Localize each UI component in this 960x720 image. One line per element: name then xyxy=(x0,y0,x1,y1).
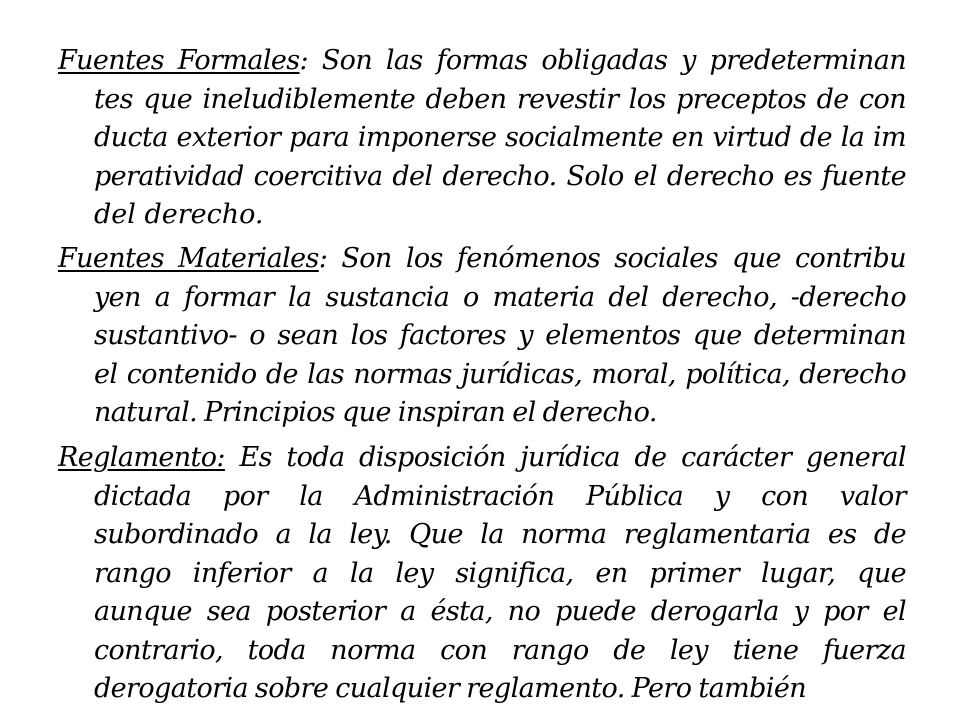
paragraph-line: el contenido de las normas jurídicas, moral, política, derecho xyxy=(94,358,906,390)
paragraph-line: peratividad coercitiva del derecho. Solo el derecho es fuente xyxy=(94,160,906,192)
paragraph-line: natural. Principios que inspiran el derecho. xyxy=(94,397,657,428)
paragraph-line: derogatoria sobre cualquier reglamento. Pero también xyxy=(94,673,806,704)
term-reglamento: Reglamento: xyxy=(58,442,225,473)
paragraph-line: dictada por la Administración Pública y con valor xyxy=(94,480,906,512)
paragraph-line: contrario, toda norma con rango de ley tiene fuerza xyxy=(94,634,906,666)
paragraph-line: aunque sea posterior a ésta, no puede derogarla y por el xyxy=(94,596,906,627)
paragraph-line: rango inferior a la ley significa, en primer lugar, que xyxy=(94,557,906,589)
paragraph-line: del derecho. xyxy=(94,199,264,230)
paragraph-fuentes-materiales xyxy=(58,240,906,433)
paragraph-fuentes-formales xyxy=(58,42,906,235)
paragraph-line xyxy=(58,240,906,279)
paragraph-reglamento xyxy=(58,439,906,709)
line-text: : Son las formas obligadas y predeterminan xyxy=(299,45,906,76)
paragraph-line xyxy=(58,42,906,81)
paragraph-line: sustantivo- o sean los factores y elementos que determinan xyxy=(94,320,906,351)
line-text: Es toda disposición jurídica de carácter general xyxy=(224,442,906,473)
paragraph-line: ducta exterior para imponerse socialmente en virtud de la im xyxy=(94,122,906,153)
line-text: : Son los fenómenos sociales que contribu xyxy=(318,243,906,274)
paragraph-line: subordinado a la ley. Que la norma reglamentaria es de xyxy=(94,519,906,550)
term-fuentes-formales: Fuentes Formales xyxy=(58,45,300,76)
paragraph-line: yen a formar la sustancia o materia del derecho, -derecho xyxy=(94,281,906,313)
paragraph-line xyxy=(58,439,906,478)
paragraph-line: tes que ineludiblemente deben revestir los preceptos de con xyxy=(94,83,906,115)
term-fuentes-materiales: Fuentes Materiales xyxy=(58,243,319,274)
